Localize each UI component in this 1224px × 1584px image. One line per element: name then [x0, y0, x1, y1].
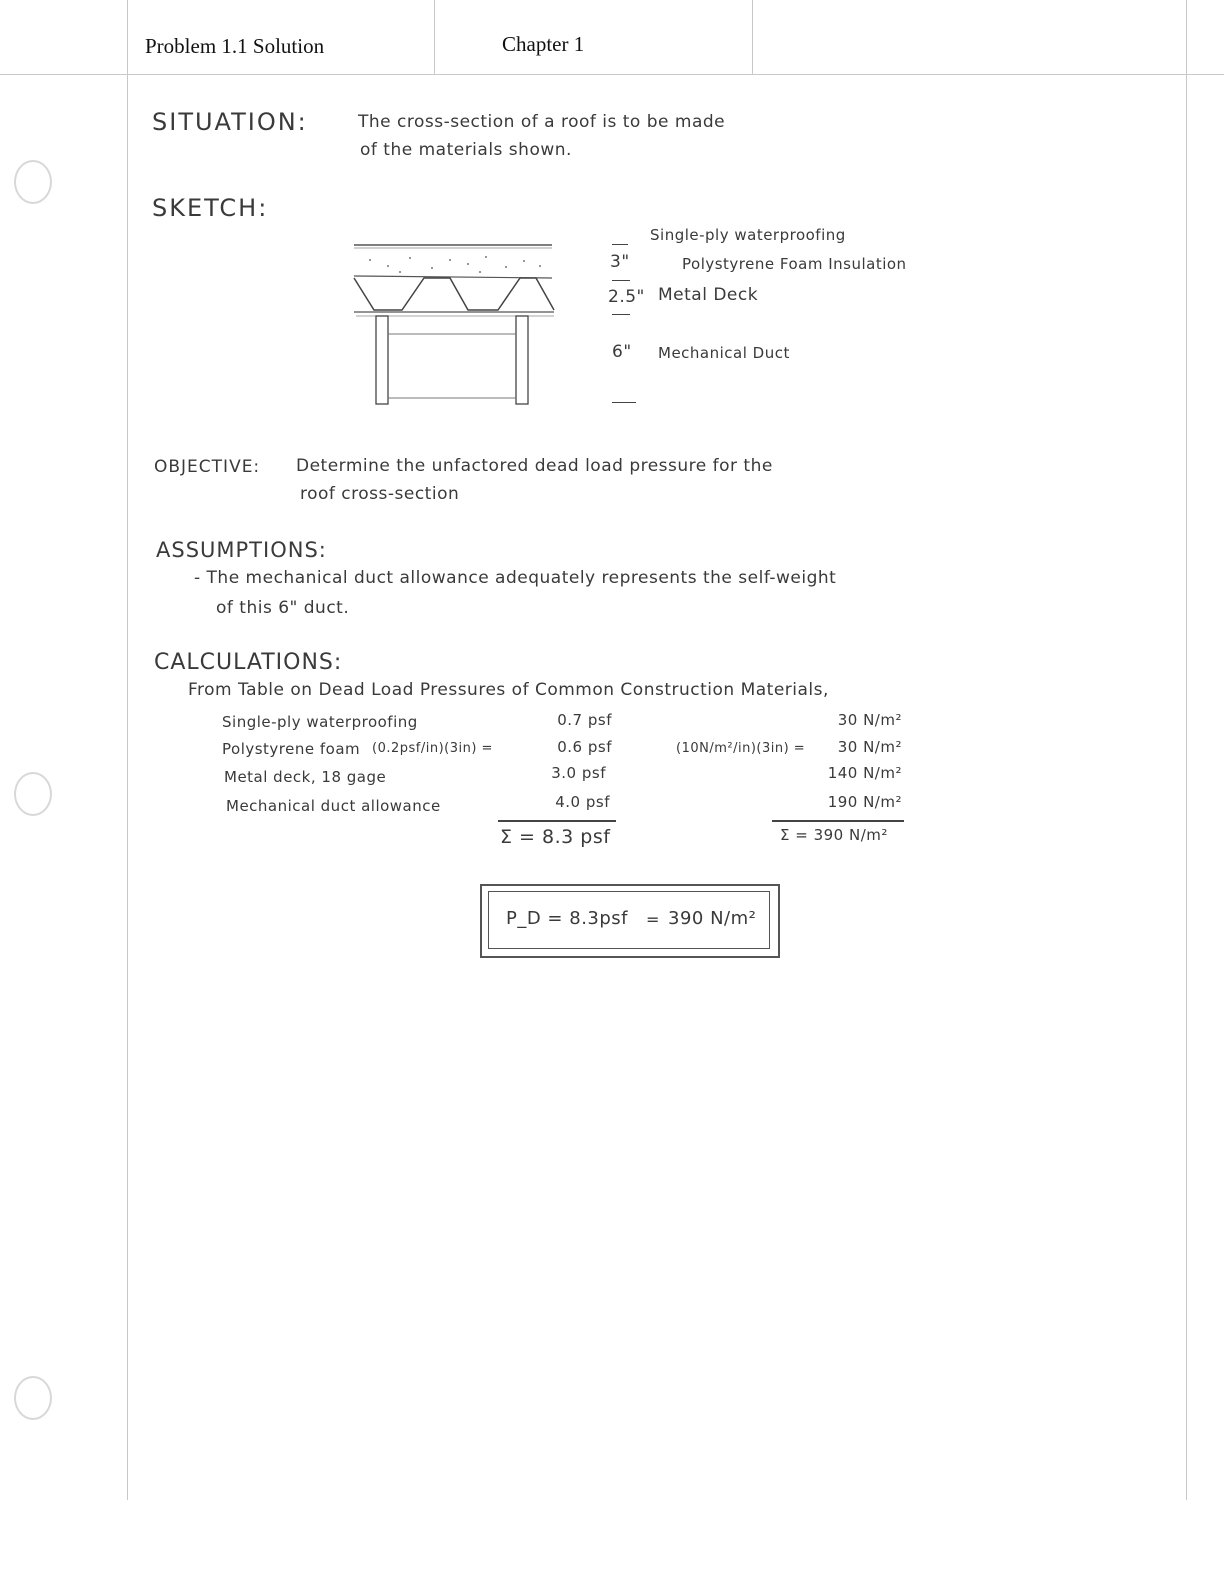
situation-line-2: of the materials shown. — [360, 140, 572, 160]
calc-si-1: 30 N/m² — [837, 711, 902, 729]
result-si: 390 N/m² — [668, 908, 757, 929]
right-margin-rule — [1186, 0, 1187, 1500]
calc-us-1: 0.7 psf — [557, 711, 612, 729]
sum-rule-si — [772, 820, 904, 822]
calc-item-2: Polystyrene foam — [222, 740, 361, 758]
binder-hole-bottom — [14, 1376, 52, 1420]
layer-name-2: Polystyrene Foam Insulation — [682, 255, 907, 273]
situation-line-1: The cross-section of a roof is to be made — [358, 112, 726, 132]
result-equals: = — [646, 910, 660, 929]
layer-name-1: Single-ply waterproofing — [650, 226, 846, 244]
layer-thickness-4: 6" — [612, 342, 632, 362]
dim-tick-2 — [612, 280, 630, 281]
calc-item-1: Single-ply waterproofing — [222, 713, 418, 731]
calc-us-4: 4.0 psf — [555, 793, 610, 811]
assumptions-label: ASSUMPTIONS: — [156, 538, 327, 562]
roof-cross-section-sketch — [340, 230, 570, 410]
objective-label: OBJECTIVE: — [154, 457, 261, 477]
calc-formula-us-2: (0.2psf/in)(3in) = — [372, 741, 493, 756]
result-us: P_D = 8.3psf — [506, 908, 629, 929]
assumptions-line-1: - The mechanical duct allowance adequately represents the self-weight — [194, 568, 837, 588]
dim-tick-1 — [612, 244, 628, 245]
chapter-title: Chapter 1 — [502, 32, 585, 56]
calc-si-2: 30 N/m² — [837, 738, 902, 756]
objective-line-2: roof cross-section — [300, 484, 460, 504]
binder-hole-middle — [14, 772, 52, 816]
calc-si-3: 140 N/m² — [827, 764, 902, 782]
header-divider-1 — [434, 0, 435, 74]
assumptions-line-2: of this 6" duct. — [216, 598, 350, 618]
calc-us-3: 3.0 psf — [551, 764, 606, 782]
calc-item-4: Mechanical duct allowance — [226, 797, 441, 815]
calculations-label: CALCULATIONS: — [154, 650, 343, 675]
left-margin-rule — [127, 0, 128, 1500]
sum-si: Σ = 390 N/m² — [780, 826, 888, 844]
sum-rule-us — [498, 820, 616, 822]
calc-formula-si-2: (10N/m²/in)(3in) = — [676, 741, 806, 756]
calculations-intro: From Table on Dead Load Pressures of Common Construction Materials, — [188, 680, 829, 700]
dim-tick-3 — [612, 314, 630, 315]
header-divider-2 — [752, 0, 753, 74]
calc-si-4: 190 N/m² — [827, 793, 902, 811]
layer-thickness-3: 2.5" — [608, 287, 645, 307]
top-rule — [0, 74, 1224, 75]
layer-thickness-2: 3" — [610, 252, 630, 272]
sum-us: Σ = 8.3 psf — [500, 826, 611, 848]
problem-title: Problem 1.1 Solution — [145, 34, 325, 58]
situation-label: SITUATION: — [152, 108, 308, 136]
sketch-label: SKETCH: — [152, 194, 269, 222]
calc-item-3: Metal deck, 18 gage — [224, 768, 387, 786]
layer-name-3: Metal Deck — [658, 285, 759, 305]
objective-line-1: Determine the unfactored dead load pressure for the — [296, 456, 773, 476]
dim-tick-4 — [612, 402, 636, 403]
layer-name-4: Mechanical Duct — [658, 344, 790, 362]
calc-us-2: 0.6 psf — [557, 738, 612, 756]
binder-hole-top — [14, 160, 52, 204]
